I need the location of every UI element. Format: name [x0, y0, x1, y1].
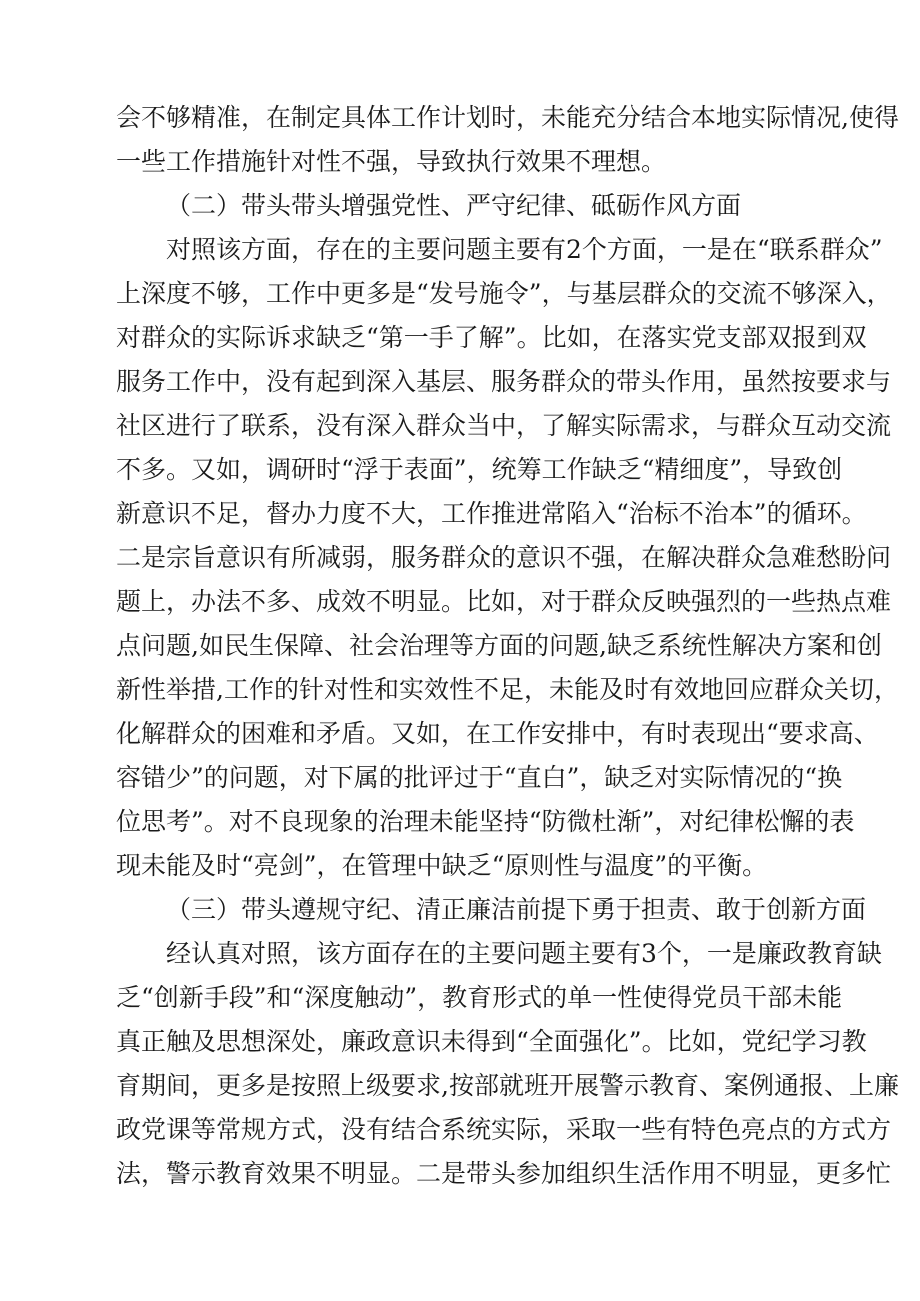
- text-line: 容错少”的问题，对下属的批评过于“直白”，缺乏对实际情况的“换: [116, 763, 843, 792]
- text-line: 一些工作措施针对性不强，导致执行效果不理想。: [116, 147, 667, 176]
- text-line: 新性举措,工作的针对性和实效性不足，未能及时有效地回应群众关切，: [116, 675, 899, 704]
- text-line: 会不够精准，在制定具体工作计划时，未能充分结合本地实际情况,使得: [116, 103, 899, 132]
- text-line: 政党课等常规方式，没有结合系统实际，采取一些有特色亮点的方式方: [116, 1115, 892, 1144]
- text-line: 不多。又如，调研时“浮于表面”，统筹工作缺乏“精细度”，导致创: [116, 455, 843, 484]
- text-line: 新意识不足，督办力度不大，工作推进常陷入“治标不治本”的循环。: [116, 499, 867, 528]
- text-line: 法，警示教育效果不明显。二是带头参加组织生活作用不明显，更多忙: [116, 1159, 892, 1188]
- text-line: 乏“创新手段”和“深度触动”，教育形式的单一性使得党员干部未能: [116, 983, 843, 1012]
- text-line: 二是宗旨意识有所减弱，服务群众的意识不强，在解决群众急难愁盼问: [116, 543, 892, 572]
- section-heading: （三）带头遵规守纪、清正廉洁前提下勇于担责、敢于创新方面: [166, 895, 867, 924]
- paragraph-first-line: 经认真对照，该方面存在的主要问题主要有3个，一是廉政教育缺: [166, 939, 882, 968]
- text-line: 现未能及时“亮剑”，在管理中缺乏“原则性与温度”的平衡。: [116, 851, 768, 880]
- text-line: 点问题,如民生保障、社会治理等方面的问题,缺乏系统性解决方案和创: [116, 631, 882, 660]
- text-line: 上深度不够，工作中更多是“发号施令”，与基层群众的交流不够深入，: [116, 279, 892, 308]
- text-line: 题上，办法不多、成效不明显。比如，对于群众反映强烈的一些热点难: [116, 587, 892, 616]
- text-line: 位思考”。对不良现象的治理未能坚持“防微杜渐”，对纪律松懈的表: [116, 807, 855, 836]
- text-line: 化解群众的困难和矛盾。又如，在工作安排中，有时表现出“要求高、: [116, 719, 879, 748]
- text-line: 育期间，更多是按照上级要求,按部就班开展警示教育、案例通报、上廉: [116, 1071, 899, 1100]
- text-line: 真正触及思想深处，廉政意识未得到“全面强化”。比如，党纪学习教: [116, 1027, 867, 1056]
- paragraph-first-line: 对照该方面，存在的主要问题主要有2个方面，一是在“联系群众”: [166, 235, 883, 264]
- text-line: 服务工作中，没有起到深入基层、服务群众的带头作用，虽然按要求与: [116, 367, 892, 396]
- section-heading: （二）带头带头增强党性、严守纪律、砥砺作风方面: [166, 191, 742, 220]
- text-line: 对群众的实际诉求缺乏“第一手了解”。比如，在落实党支部双报到双: [116, 323, 867, 352]
- text-line: 社区进行了联系，没有深入群众当中，了解实际需求，与群众互动交流: [116, 411, 892, 440]
